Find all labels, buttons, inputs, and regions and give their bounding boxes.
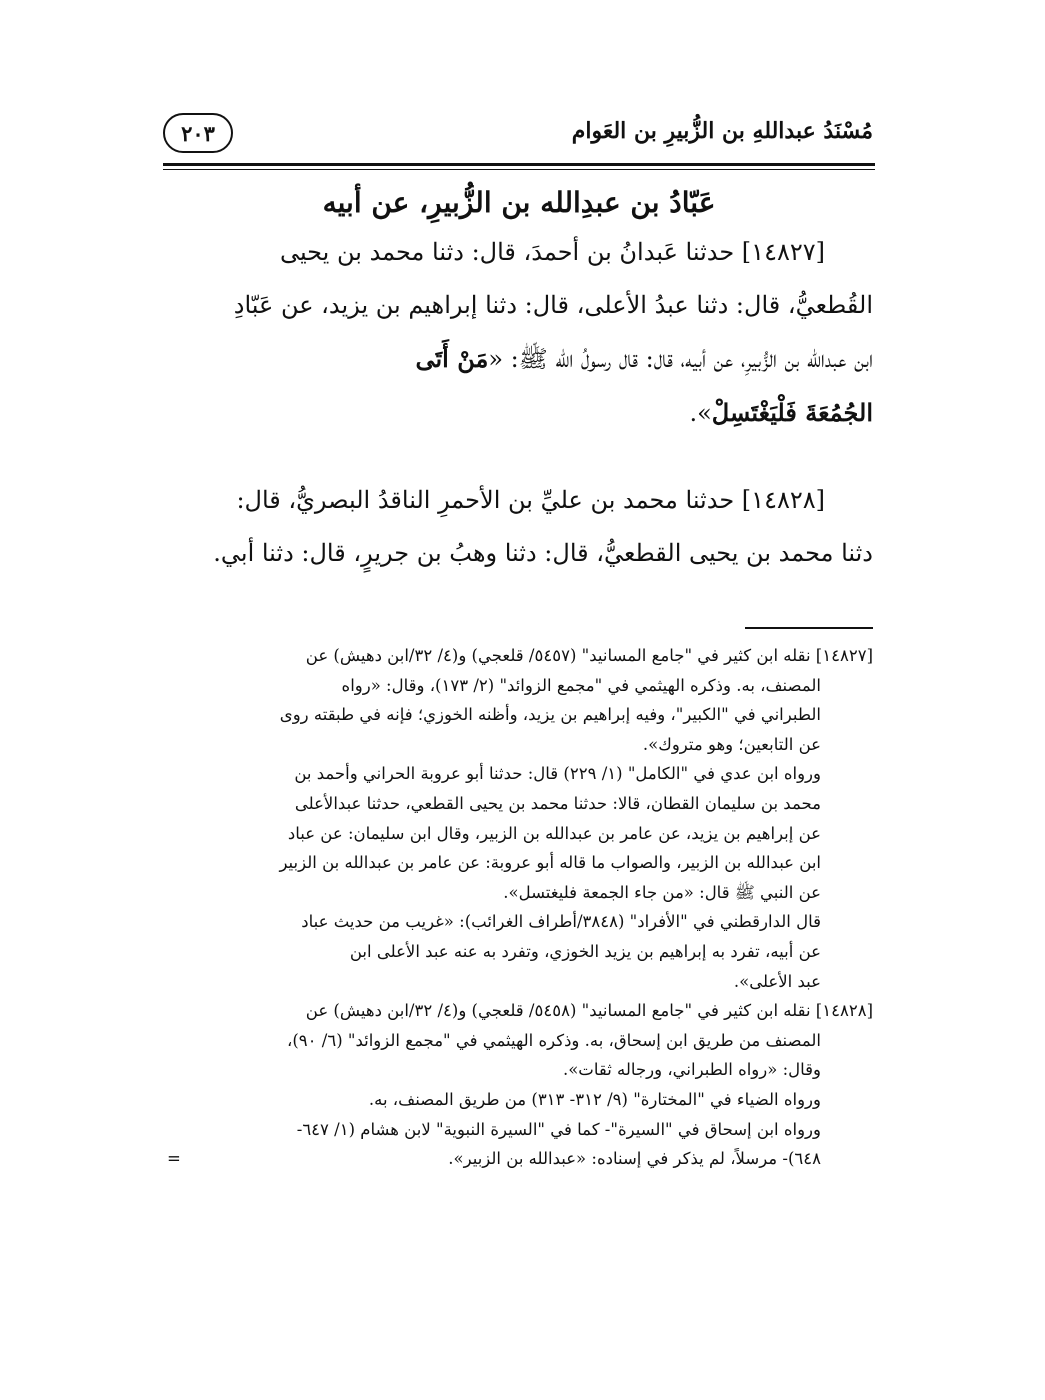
- hadith-14827-line-3: [170, 332, 873, 386]
- footnote-line: ابن عبدالله بن الزبير، والصواب ما قاله أبو عروبة: عن عامر بن عبدالله بن الزبير: [279, 853, 821, 873]
- footnote-line: محمد بن سليمان القطان، قالا: حدثنا محمد بن يحيى القطعي، حدثنا عبدالأعلى: [294, 793, 821, 813]
- hadith-14827-line-1: [١٤٨٢٧] حدثنا عَبدانُ بن أحمدَ، قال: دثنا محمد بن يحيى: [279, 238, 825, 266]
- footnotes: [161, 641, 873, 1174]
- footnote-line: عن النبي ﷺ قال: «من جاء الجمعة فليغتسل».: [503, 882, 821, 902]
- hadith-14828: [170, 474, 873, 580]
- running-header-title: مُسْنَدُ عبداللهِ بن الزُّبيرِ بن العَوام: [571, 118, 873, 144]
- hadith-14827-line-2: القُطعيُّ، قال: دثنا عبدُ الأعلى، قال: دثنا إبراهيم بن يزيد، عن عَبّادِ: [233, 291, 873, 319]
- page-number: ٢٠٣: [181, 120, 215, 146]
- hadith-14827: [170, 226, 873, 440]
- footnote-line: المصنف، به. وذكره الهيثمي في "مجمع الزوائد" (٢/ ١٧٣)، وقال: «رواه: [341, 675, 821, 695]
- footnote-line: قال الدارقطني في "الأفراد" (٣٨٤٨/أطراف الغرائب): «غريب من حديث عباد: [301, 912, 821, 932]
- footnote-line: الطبراني في "الكبير"، وفيه إبراهيم بن يزيد، وأظنه الخوزي؛ فإنه في طبقته روى: [279, 705, 821, 725]
- footnote-line: ورواه الضياء في "المختارة" (٩/ ٣١٢- ٣١٣) من طريق المصنف، به.: [368, 1089, 821, 1109]
- continuation-mark: =: [167, 1149, 181, 1169]
- footnote-line: ورواه ابن إسحاق في "السيرة"- كما في "السيرة النبوية" لابن هشام (١/ ٦٤٧-: [296, 1119, 821, 1139]
- hadith-14828-line-2: دثنا محمد بن يحيى القطعيُّ، قال: دثنا وهبُ بن جريرٍ، قال: دثنا أبي.: [213, 539, 873, 567]
- footnote-line: [١٤٨٢٨] نقله ابن كثير في "جامع المسانيد" (٥٤٥٨/ قلعجي) و(٤/ ٣٢/ابن دهيش) عن: [305, 1001, 873, 1021]
- footnote-line: عن أبيه، تفرد به إبراهيم بن يزيد الخوزي، وتفرد به عنه عبد الأعلى ابن: [349, 941, 821, 961]
- footnote-line-text: ٦٤٨)- مرسلاً، لم يذكر في إسناده: «عبدالله بن الزبير».: [448, 1149, 821, 1169]
- footnote-line: عن التابعين؛ وهو متروك».: [642, 734, 821, 754]
- hadith-14828-line-1: [١٤٨٢٨] حدثنا محمد بن عليِّ بن الأحمرِ الناقدُ البصريُّ، قال:: [236, 486, 825, 514]
- footnote-line: عبد الأعلى».: [733, 971, 821, 991]
- footnote-line: وقال: «رواه الطبراني، ورجاله ثقات».: [562, 1060, 821, 1080]
- footnote-line: [١٤٨٢٧] نقله ابن كثير في "جامع المسانيد" (٥٤٥٧/ قلعجي) و(٤/ ٣٢/ابن دهيش) عن: [305, 646, 873, 665]
- hadith-14827-line-3-text: ابن عبدالله بن الزُّبيرِ، عن أبيه، قال: قال رسولُ الله ﷺ: «: [488, 345, 873, 373]
- footnote-line: ورواه ابن عدي في "الكامل" (١/ ٢٢٩) قال: حدثنا أبو عروبة الحراني وأحمد بن: [294, 764, 821, 784]
- footnote-separator: [745, 627, 873, 629]
- hadith-14827-line-4: [170, 386, 873, 440]
- hadith-14827-closing: ».: [689, 399, 712, 427]
- section-heading: عَبّادُ بن عبدِالله بن الزُّبيرِ، عن أبيه: [322, 186, 716, 219]
- footnote-line: المصنف من طريق ابن إسحاق، به. وذكره الهيثمي في "مجمع الزوائد" (٦/ ٩٠)،: [287, 1030, 821, 1050]
- hadith-14827-quote-end: الجُمُعَةَ فَلْيَغْتَسِلْ: [711, 398, 873, 427]
- header-rule-thin: [163, 169, 875, 170]
- footnote-line: [161, 1144, 873, 1174]
- header-rule-thick: [163, 163, 875, 166]
- hadith-14827-quote-start: مَنْ أَتَى: [415, 344, 489, 373]
- page-number-badge: [163, 113, 233, 153]
- footnote-line: عن إبراهيم بن يزيد، عن عامر بن عبدالله بن الزبير، وقال ابن سليمان: عن عباد: [287, 823, 821, 843]
